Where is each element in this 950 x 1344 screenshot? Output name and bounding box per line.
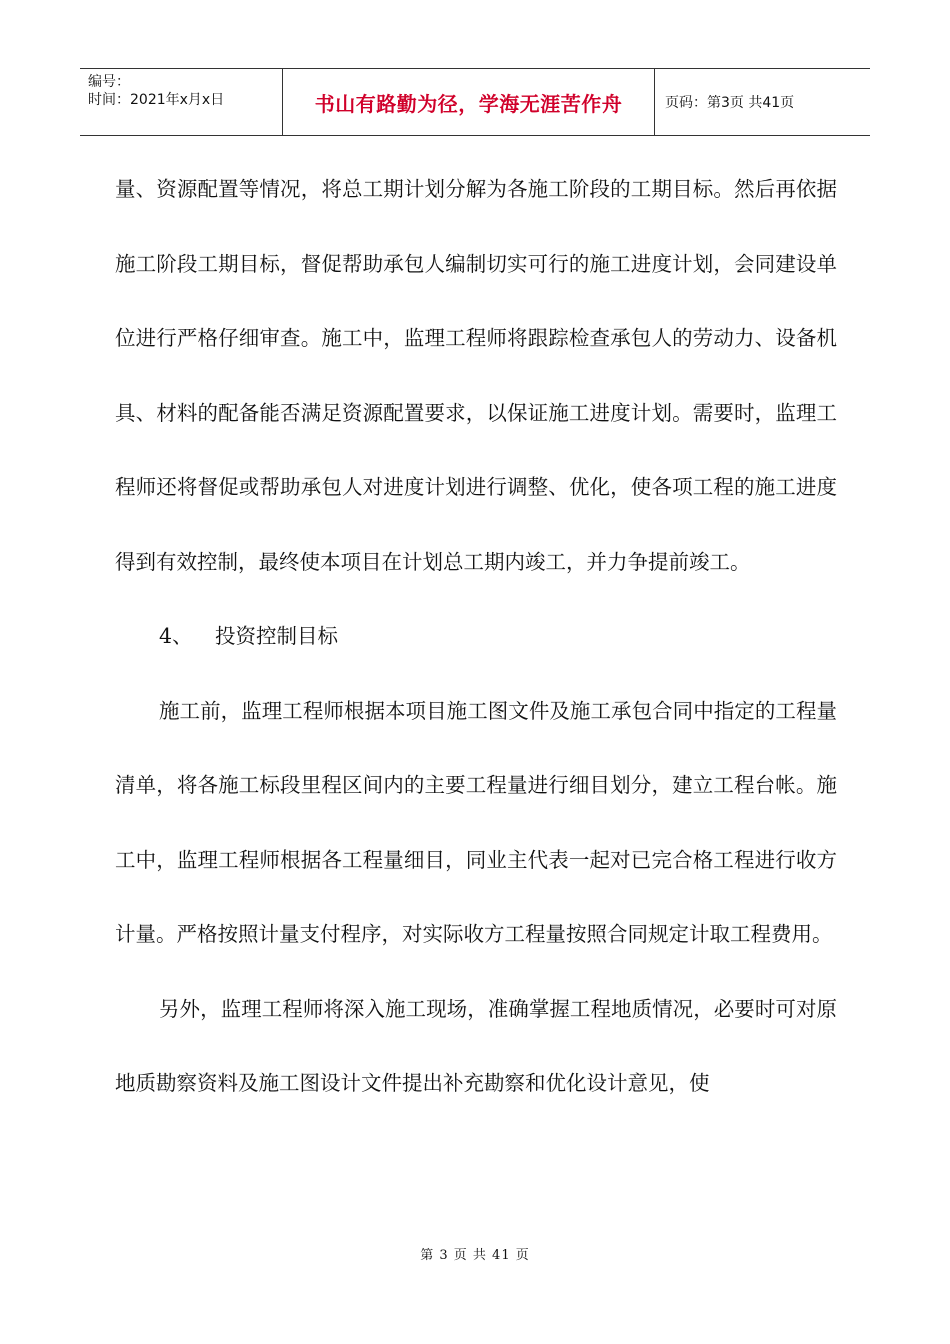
document-body [115, 152, 837, 1121]
section-heading [115, 599, 837, 674]
body-paragraph-2: 施工前，监理工程师根据本项目施工图文件及施工承包合同中指定的工程量清单，将各施工标段里程区间内的主要工程量进行细目划分，建立工程台帐。施工中，监理工程师根据各工程量细目，同业主代表一起对已完合格工程进行收方计量。严格按照计量支付程序，对实际收方工程量按照合同规定计取工程费用。 [115, 698, 837, 946]
body-paragraph-3: 另外，监理工程师将深入施工现场，准确掌握工程地质情况，必要时可对原地质勘察资料及施工图设计文件提出补充勘察和优化设计意见，使 [115, 996, 837, 1095]
header-page-label: 页码：第3页 共41页 [665, 95, 795, 111]
section-number: 4、 [159, 624, 193, 648]
header-motto-cell [283, 69, 655, 135]
body-paragraph-1: 量、资源配置等情况，将总工期计划分解为各施工阶段的工期目标。然后再依据施工阶段工期目标，督促帮助承包人编制切实可行的施工进度计划，会同建设单位进行严格仔细审查。施工中，监理工程师将跟踪检查承包人的劳动力、设备机具、材料的配备能否满足资源配置要求，以保证施工进度计划。需要时，监理工程师还将督促或帮助承包人对进度计划进行调整、优化，使各项工程的施工进度得到有效控制，最终使本项目在计划总工期内竣工，并力争提前竣工。 [115, 177, 837, 574]
serial-label: 编号： [88, 74, 130, 90]
section-title: 投资控制目标 [215, 624, 338, 648]
header-motto: 书山有路勤为径，学海无涯苦作舟 [314, 91, 623, 116]
date-label: 时间：2021年x月x日 [88, 92, 225, 108]
header-page-cell [655, 69, 870, 135]
header-meta-cell [80, 69, 283, 135]
page-header [80, 68, 870, 136]
page-footer: 第 3 页 共 41 页 [420, 1248, 530, 1263]
